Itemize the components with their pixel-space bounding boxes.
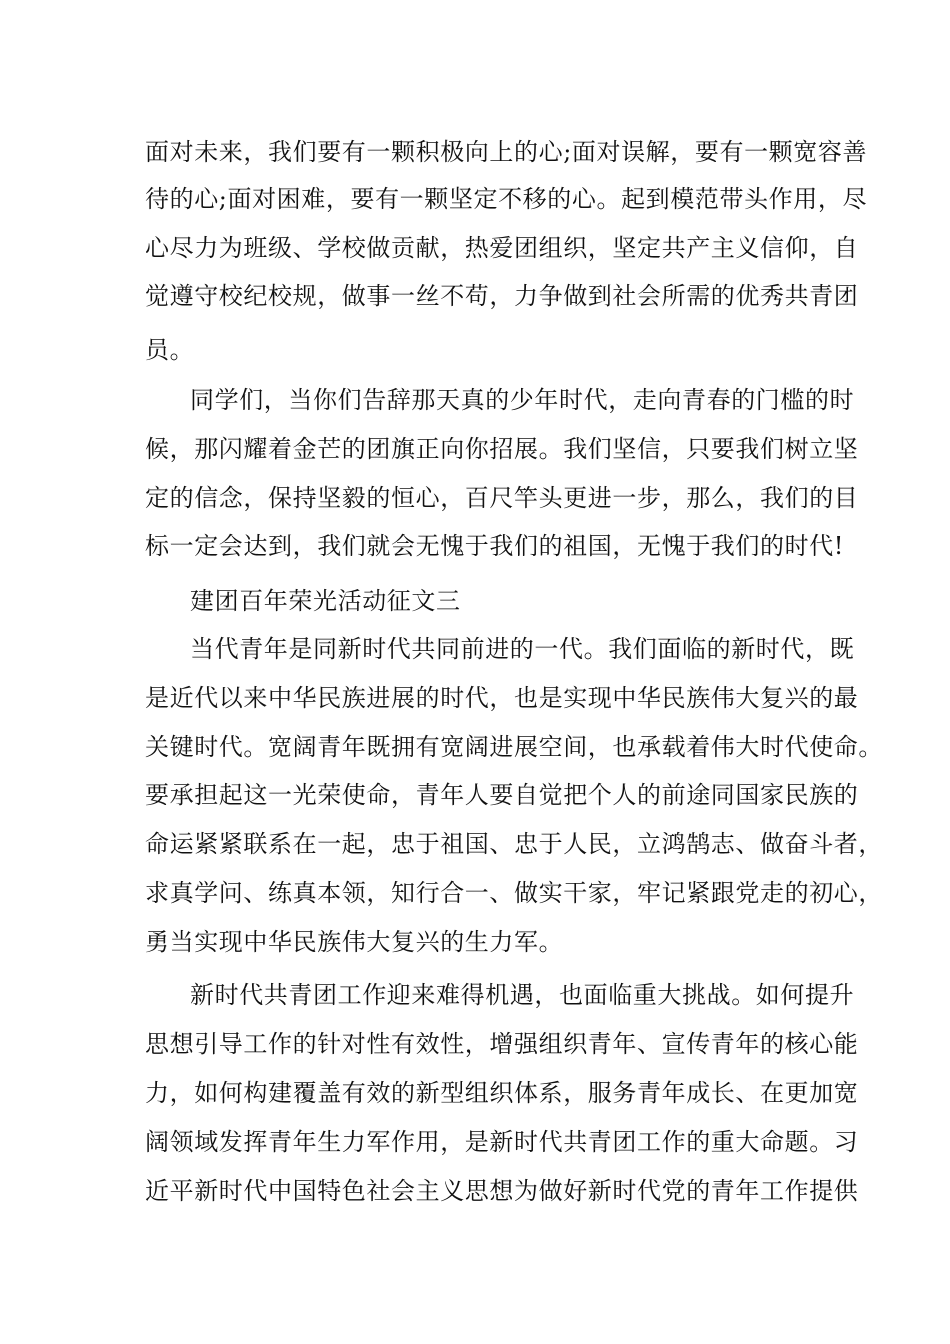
paragraph-first-line: 同学们，当你们告辞那天真的少年时代，走向青春的门槛的时 bbox=[190, 386, 855, 414]
text-line: 勇当实现中华民族伟大复兴的生力军。 bbox=[145, 928, 564, 956]
text-line: 要承担起这一光荣使命，青年人要自觉把个人的前途同国家民族的 bbox=[145, 781, 859, 809]
text-line: 候，那闪耀着金芒的团旗正向你招展。我们坚信，只要我们树立坚 bbox=[145, 435, 859, 463]
text-line: 思想引导工作的针对性有效性，增强组织青年、宣传青年的核心能 bbox=[145, 1030, 859, 1058]
text-line: 关键时代。宽阔青年既拥有宽阔进展空间，也承载着伟大时代使命。 bbox=[145, 733, 883, 761]
text-line: 面对未来，我们要有一颗积极向上的心;面对误解，要有一颗宽容善 bbox=[145, 138, 868, 166]
text-line: 力，如何构建覆盖有效的新型组织体系，服务青年成长、在更加宽 bbox=[145, 1079, 859, 1107]
text-line: 命运紧紧联系在一起，忠于祖国、忠于人民，立鸿鹄志、做奋斗者， bbox=[145, 830, 883, 858]
text-line: 标一定会达到，我们就会无愧于我们的祖国，无愧于我们的时代! bbox=[145, 532, 845, 560]
text-line: 待的心;面对困难，要有一颗坚定不移的心。起到模范带头作用，尽 bbox=[145, 185, 868, 213]
text-line: 求真学问、练真本领，知行合一、做实干家，牢记紧跟党走的初心， bbox=[145, 879, 883, 907]
text-line: 定的信念，保持坚毅的恒心，百尺竿头更进一步，那么，我们的目 bbox=[145, 484, 859, 512]
paragraph-first-line: 新时代共青团工作迎来难得机遇，也面临重大挑战。如何提升 bbox=[190, 981, 855, 1009]
text-line: 是近代以来中华民族进展的时代，也是实现中华民族伟大复兴的最 bbox=[145, 684, 859, 712]
text-line: 近平新时代中国特色社会主义思想为做好新时代党的青年工作提供 bbox=[145, 1177, 859, 1205]
section-heading: 建团百年荣光活动征文三 bbox=[190, 587, 461, 615]
text-line: 员。 bbox=[145, 336, 195, 364]
text-line: 心尽力为班级、学校做贡献，热爱团组织，坚定共产主义信仰，自 bbox=[145, 234, 859, 262]
text-line: 阔领域发挥青年生力军作用，是新时代共青团工作的重大命题。习 bbox=[145, 1128, 859, 1156]
text-line: 觉遵守校纪校规，做事一丝不苟，力争做到社会所需的优秀共青团 bbox=[145, 282, 859, 310]
paragraph-first-line: 当代青年是同新时代共同前进的一代。我们面临的新时代，既 bbox=[190, 635, 855, 663]
